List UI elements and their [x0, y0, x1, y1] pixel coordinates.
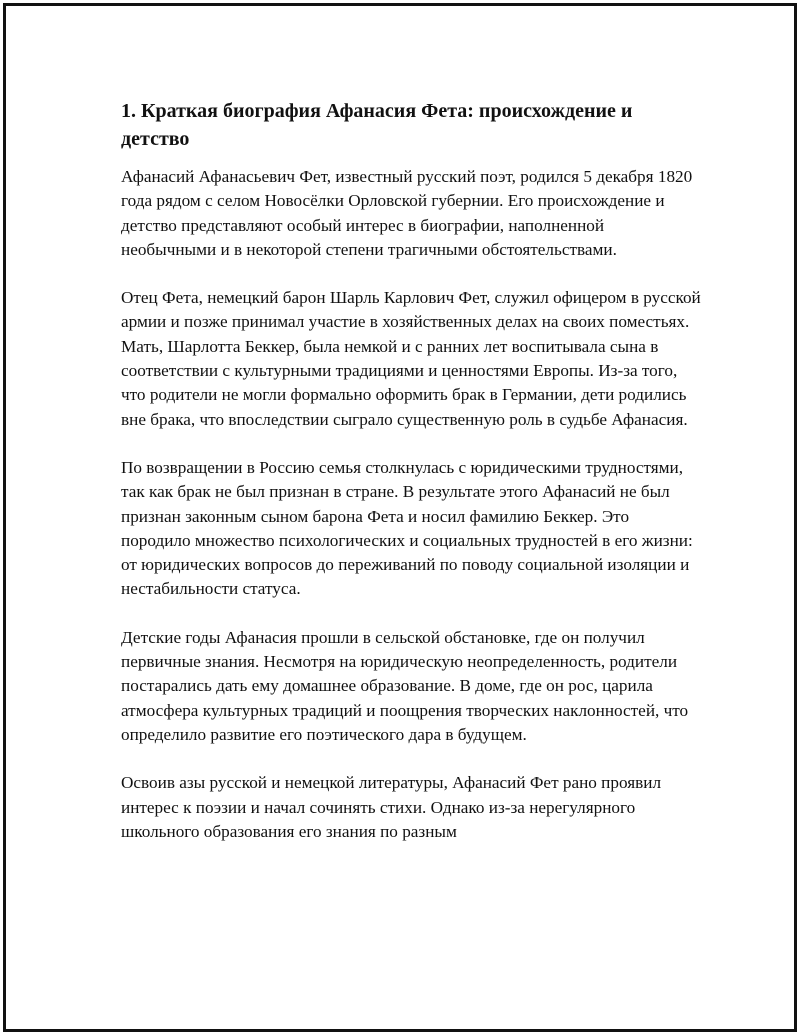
document-page	[3, 3, 797, 1032]
section-heading: 1. Краткая биография Афанасия Фета: происхождение и детство	[121, 100, 633, 150]
paragraph-legal-difficulties: По возвращении в Россию семья столкнулась с юридическими трудностями, так как брак не был признан в стране. В результате этого Афанасий не был признан законным сыном барона Фета и носил фамилию Беккер. Это породило множество психологических и социальных трудностей в его жизни: от юридических вопросов до переживаний по поводу социальной изоляции и нестабильности статуса.	[121, 457, 693, 599]
paragraph-birth: Афанасий Афанасьевич Фет, известный русский поэт, родился 5 декабря 1820 года рядом с селом Новосёлки Орловской губернии. Его происхождение и детство представляют особый интерес в биографии, наполненной необычными и в некоторой степени трагичными обстоятельствами.	[121, 167, 693, 259]
paragraph-childhood: Детские годы Афанасия прошли в сельской обстановке, где он получил первичные знания. Несмотря на юридическую неопределенность, родители постарались дать ему домашнее образование. В доме, где он рос, царила атмосфера культурных традиций и поощрения творческих наклонностей, что определило развитие его поэтического дара в будущем.	[121, 627, 689, 744]
document-body	[121, 97, 701, 868]
paragraph-parents: Отец Фета, немецкий барон Шарль Карлович Фет, служил офицером в русской армии и позже принимал участие в хозяйственных делах на своих поместьях. Мать, Шарлотта Беккер, была немкой и с ранних лет воспитывала сына в соответствии с культурными традициями и ценностями Европы. Из-за того, что родители не могли формально оформить брак в Германии, дети родились вне брака, что впоследствии сыграло существенную роль в судьбе Афанасия.	[121, 288, 701, 429]
paragraph-education: Освоив азы русской и немецкой литературы, Афанасий Фет рано проявил интерес к поэзии и начал сочинять стихи. Однако из-за нерегулярного школьного образования его знания по разным	[121, 773, 662, 841]
